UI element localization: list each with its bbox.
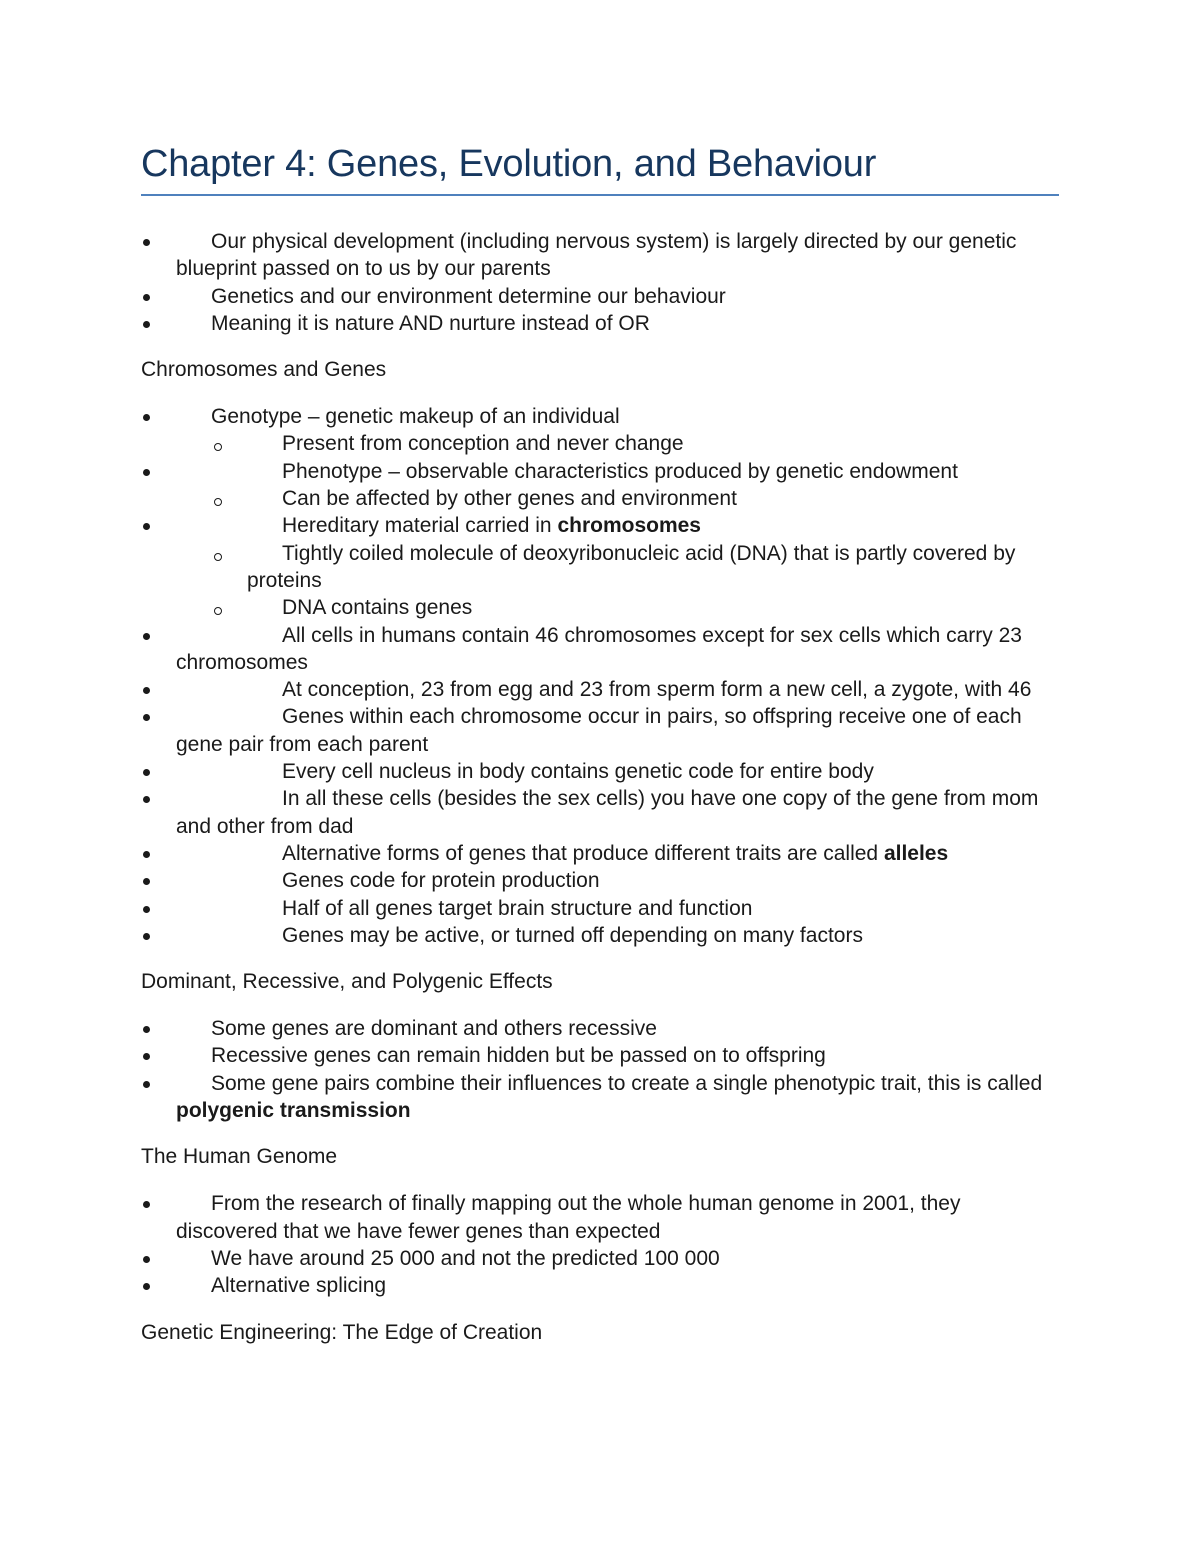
section-heading-human-genome: The Human Genome [141, 1145, 338, 1169]
list-item: Hereditary material carried in chromosomes [282, 514, 701, 538]
list-item: Alternative forms of genes that produce different traits are called alleles [282, 841, 949, 865]
chromosomes-list [141, 403, 1059, 949]
list-item: In all these cells (besides the sex cells) you have one copy of the gene from mom and other from dad [176, 787, 1039, 838]
list-item: Meaning it is nature AND nurture instead of OR [211, 311, 650, 335]
sub-list-item: Tightly coiled molecule of deoxyribonucleic acid (DNA) that is partly covered by proteins [247, 541, 1016, 592]
list-item: We have around 25 000 and not the predicted 100 000 [211, 1246, 720, 1270]
sub-list-item: DNA contains genes [282, 596, 473, 620]
sub-list-item: Present from conception and never change [282, 432, 684, 456]
dominant-recessive-list [141, 1015, 1059, 1124]
list-item: Alternative splicing [211, 1274, 387, 1298]
list-item: Our physical development (including nervous system) is largely directed by our genetic blueprint passed on to us by our parents [176, 230, 1017, 281]
list-item: Recessive genes can remain hidden but be passed on to offspring [211, 1044, 826, 1068]
document-page [141, 140, 1059, 1346]
list-item: Genetics and our environment determine our behaviour [211, 284, 726, 308]
list-item: Genes within each chromosome occur in pairs, so offspring receive one of each gene pair from each parent [176, 705, 1022, 756]
list-item: At conception, 23 from egg and 23 from sperm form a new cell, a zygote, with 46 [282, 678, 1032, 702]
list-item: Genes code for protein production [282, 869, 600, 893]
list-item: Every cell nucleus in body contains genetic code for entire body [282, 760, 874, 784]
sub-list-item: Can be affected by other genes and environment [282, 487, 737, 511]
list-item: Some genes are dominant and others recessive [211, 1017, 657, 1041]
list-item: Phenotype – observable characteristics produced by genetic endowment [282, 459, 958, 483]
intro-list [141, 228, 1059, 337]
list-item: All cells in humans contain 46 chromosomes except for sex cells which carry 23 chromosomes [176, 623, 1022, 674]
list-item: Genotype – genetic makeup of an individual [211, 405, 620, 429]
section-heading-chromosomes: Chromosomes and Genes [141, 358, 387, 382]
list-item: Genes may be active, or turned off depending on many factors [282, 923, 863, 947]
human-genome-list [141, 1190, 1059, 1299]
list-item: From the research of finally mapping out the whole human genome in 2001, they discovered that we have fewer genes than expected [176, 1192, 961, 1243]
list-item: Half of all genes target brain structure and function [282, 896, 753, 920]
list-item: Some gene pairs combine their influences to create a single phenotypic trait, this is called polygenic transmission [176, 1071, 1043, 1123]
section-heading-genetic-engineering: Genetic Engineering: The Edge of Creation [141, 1320, 543, 1344]
page-title: Chapter 4: Genes, Evolution, and Behaviour [141, 140, 1059, 196]
section-heading-dominant-recessive: Dominant, Recessive, and Polygenic Effects [141, 970, 553, 994]
